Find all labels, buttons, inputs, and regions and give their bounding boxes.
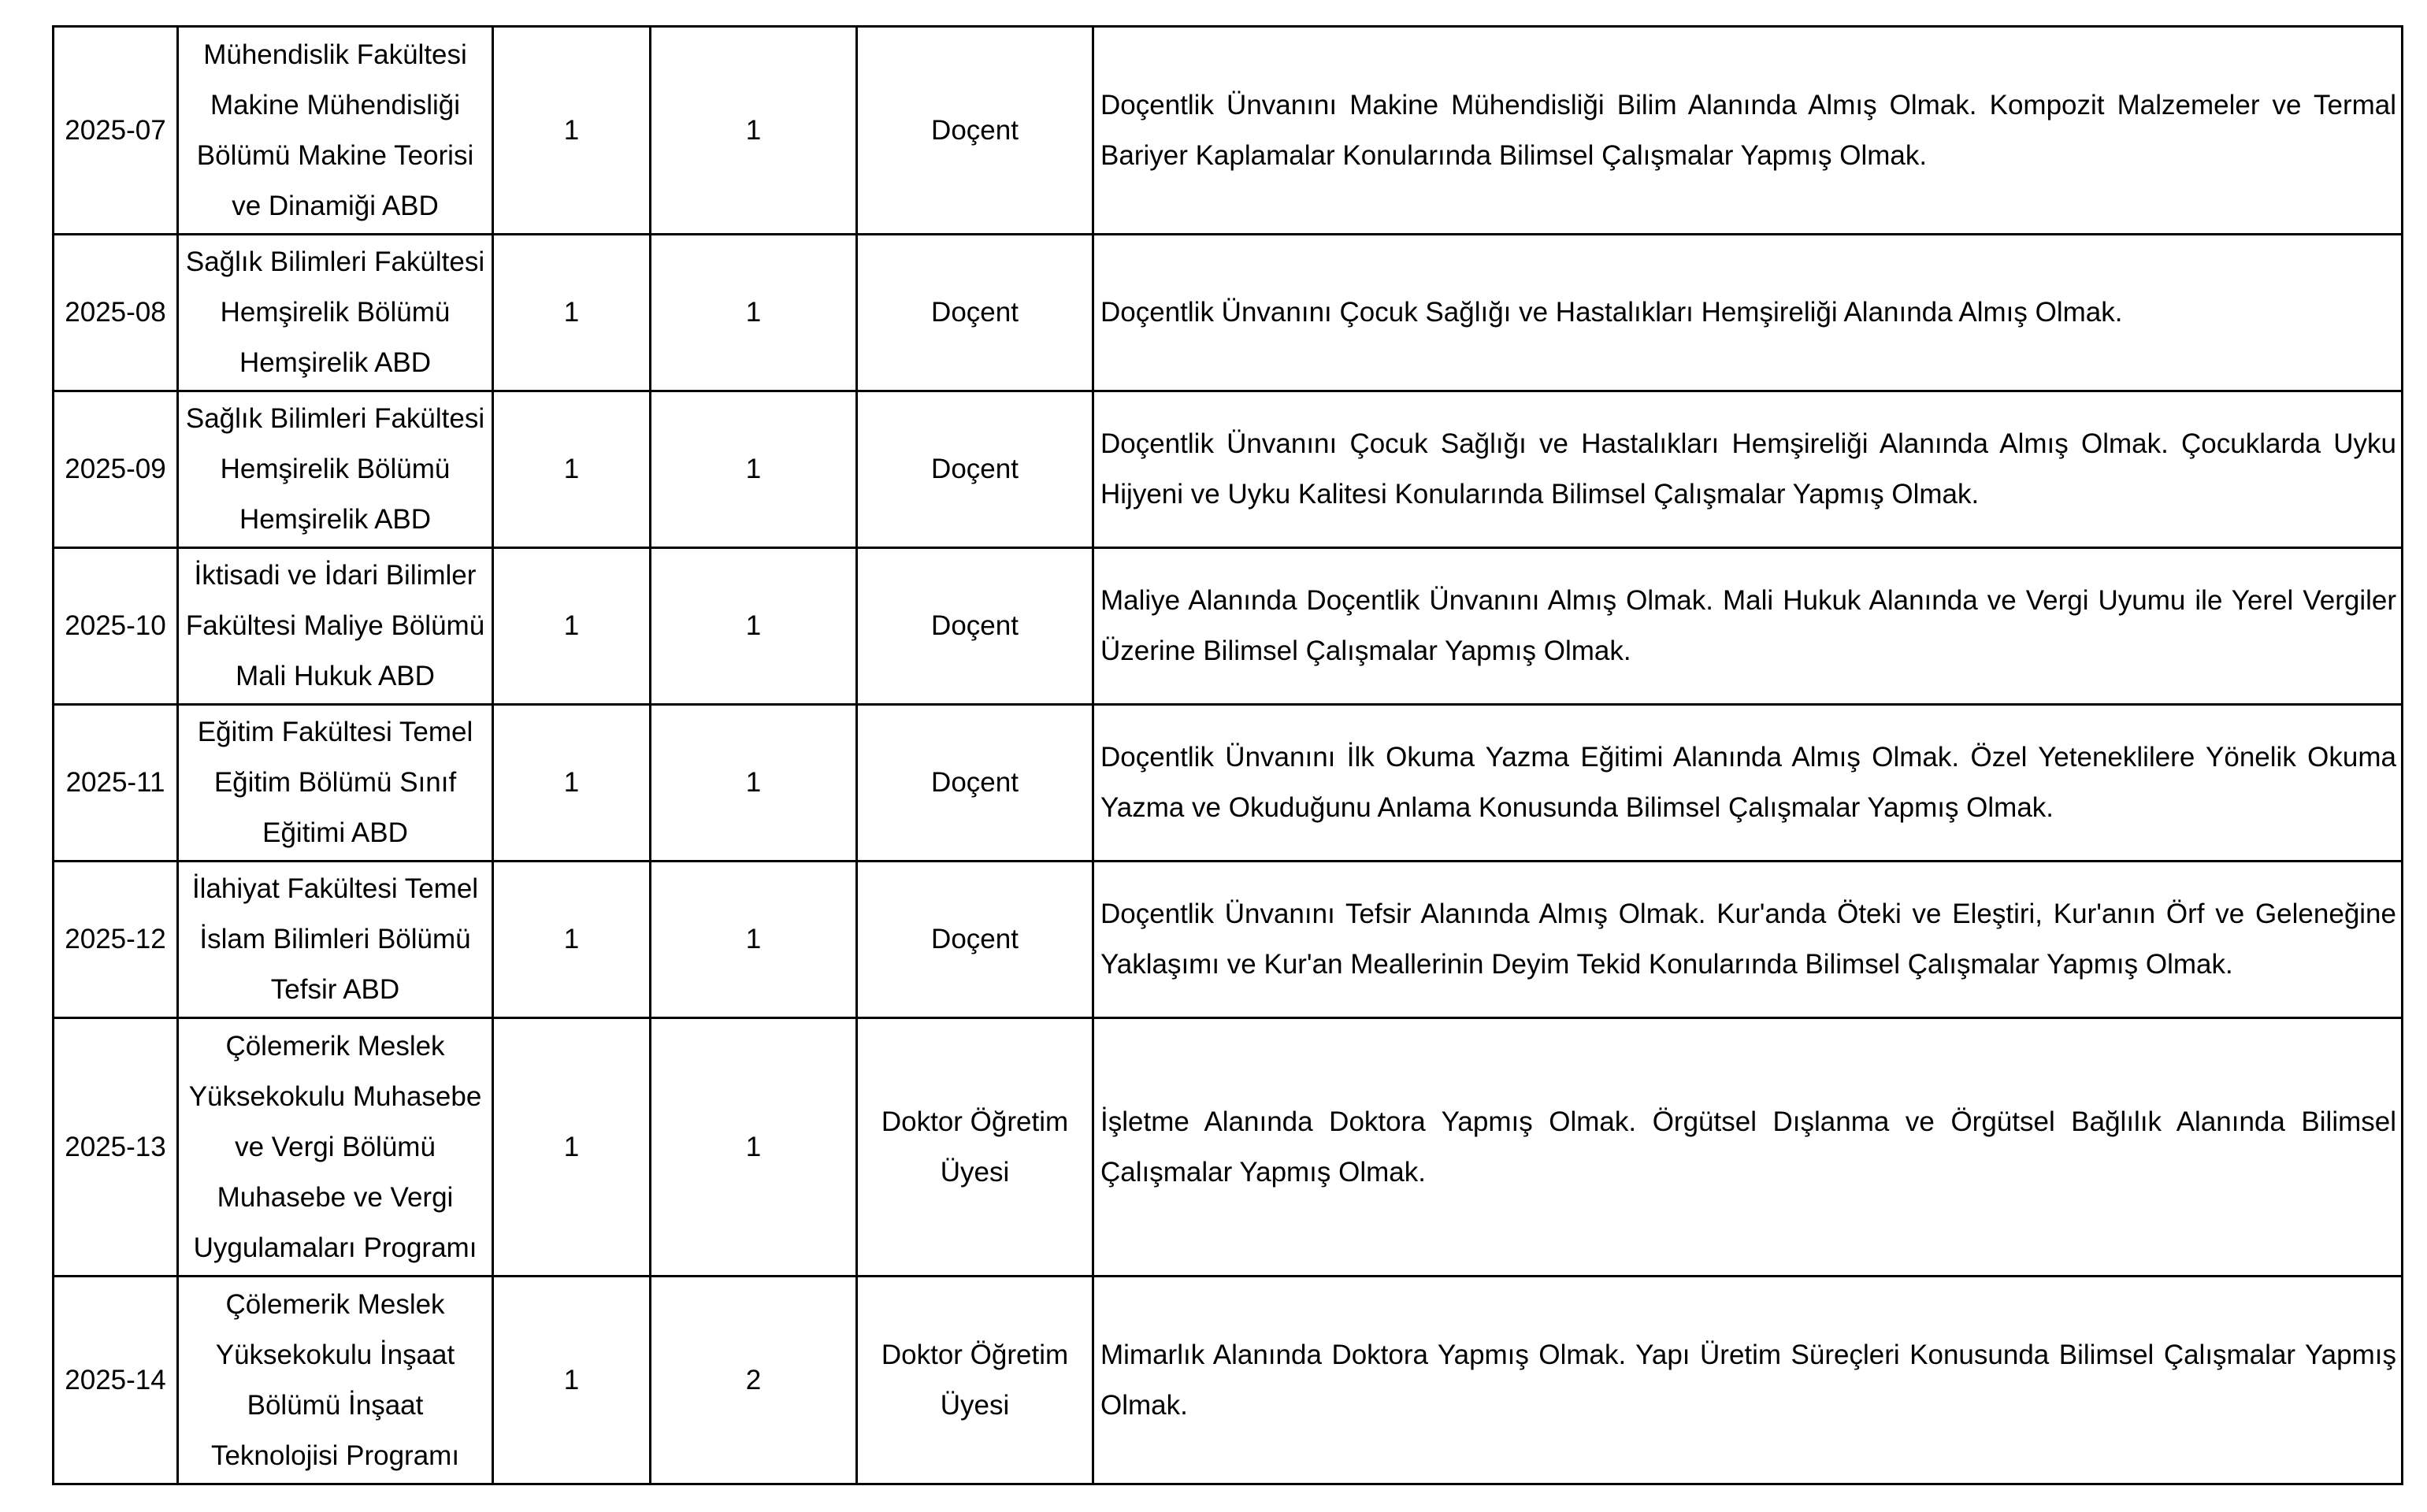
application-conditions: Doçentlik Ünvanını Çocuk Sağlığı ve Hastalıkları Hemşireliği Alanında Almış Olmak. <box>1093 235 2403 391</box>
table-row <box>54 705 2403 862</box>
position-listing-table <box>52 25 2403 1485</box>
ilan-number: 2025-13 <box>54 1018 178 1277</box>
academic-title: Doçent <box>857 548 1093 705</box>
application-conditions: İşletme Alanında Doktora Yapmış Olmak. Örgütsel Dışlanma ve Örgütsel Bağlılık Alanında Bilimsel Çalışmalar Yapmış Olmak. <box>1093 1018 2403 1277</box>
count-value-1: 1 <box>493 391 651 548</box>
count-value-2: 1 <box>651 27 857 235</box>
count-value-2: 2 <box>651 1277 857 1484</box>
count-value-2: 1 <box>651 391 857 548</box>
count-value-1: 1 <box>493 705 651 862</box>
academic-title: Doçent <box>857 862 1093 1018</box>
department-unit: Mühendislik Fakültesi Makine Mühendisliği Bölümü Makine Teorisi ve Dinamiği ABD <box>178 27 493 235</box>
academic-title: Doçent <box>857 705 1093 862</box>
application-conditions: Mimarlık Alanında Doktora Yapmış Olmak. Yapı Üretim Süreçleri Konusunda Bilimsel Çalışmalar Yapmış Olmak. <box>1093 1277 2403 1484</box>
count-value-1: 1 <box>493 862 651 1018</box>
department-unit: İktisadi ve İdari Bilimler Fakültesi Maliye Bölümü Mali Hukuk ABD <box>178 548 493 705</box>
count-value-2: 1 <box>651 548 857 705</box>
academic-title: Doçent <box>857 27 1093 235</box>
count-value-2: 1 <box>651 705 857 862</box>
count-value-1: 1 <box>493 1018 651 1277</box>
department-unit: İlahiyat Fakültesi Temel İslam Bilimleri Bölümü Tefsir ABD <box>178 862 493 1018</box>
table-row <box>54 862 2403 1018</box>
ilan-number: 2025-12 <box>54 862 178 1018</box>
count-value-1: 1 <box>493 27 651 235</box>
table-row <box>54 1018 2403 1277</box>
academic-title: Doktor Öğretim Üyesi <box>857 1018 1093 1277</box>
academic-title: Doçent <box>857 391 1093 548</box>
department-unit: Sağlık Bilimleri Fakültesi Hemşirelik Bölümü Hemşirelik ABD <box>178 235 493 391</box>
ilan-number: 2025-11 <box>54 705 178 862</box>
count-value-2: 1 <box>651 862 857 1018</box>
academic-title: Doçent <box>857 235 1093 391</box>
table-row <box>54 1277 2403 1484</box>
application-conditions: Doçentlik Ünvanını Çocuk Sağlığı ve Hastalıkları Hemşireliği Alanında Almış Olmak. Çocuklarda Uyku Hijyeni ve Uyku Kalitesi Konularında Bilimsel Çalışmalar Yapmış Olmak. <box>1093 391 2403 548</box>
department-unit: Çölemerik Meslek Yüksekokulu Muhasebe ve Vergi Bölümü Muhasebe ve Vergi Uygulamaları Programı <box>178 1018 493 1277</box>
count-value-1: 1 <box>493 548 651 705</box>
department-unit: Eğitim Fakültesi Temel Eğitim Bölümü Sınıf Eğitimi ABD <box>178 705 493 862</box>
ilan-number: 2025-07 <box>54 27 178 235</box>
application-conditions: Doçentlik Ünvanını Tefsir Alanında Almış Olmak. Kur'anda Öteki ve Eleştiri, Kur'anın Örf ve Geleneğine Yaklaşımı ve Kur'an Meallerinin Deyim Tekid Konularında Bilimsel Çalışmalar Yapmış Olmak. <box>1093 862 2403 1018</box>
table-row <box>54 548 2403 705</box>
ilan-number: 2025-10 <box>54 548 178 705</box>
application-conditions: Doçentlik Ünvanını Makine Mühendisliği Bilim Alanında Almış Olmak. Kompozit Malzemeler ve Termal Bariyer Kaplamalar Konularında Bilimsel Çalışmalar Yapmış Olmak. <box>1093 27 2403 235</box>
department-unit: Sağlık Bilimleri Fakültesi Hemşirelik Bölümü Hemşirelik ABD <box>178 391 493 548</box>
count-value-2: 1 <box>651 1018 857 1277</box>
count-value-2: 1 <box>651 235 857 391</box>
table-row <box>54 235 2403 391</box>
ilan-number: 2025-09 <box>54 391 178 548</box>
academic-title: Doktor Öğretim Üyesi <box>857 1277 1093 1484</box>
department-unit: Çölemerik Meslek Yüksekokulu İnşaat Bölümü İnşaat Teknolojisi Programı <box>178 1277 493 1484</box>
application-conditions: Doçentlik Ünvanını İlk Okuma Yazma Eğitimi Alanında Almış Olmak. Özel Yeteneklilere Yönelik Okuma Yazma ve Okuduğunu Anlama Konusunda Bilimsel Çalışmalar Yapmış Olmak. <box>1093 705 2403 862</box>
count-value-1: 1 <box>493 235 651 391</box>
table-row <box>54 391 2403 548</box>
application-conditions: Maliye Alanında Doçentlik Ünvanını Almış Olmak. Mali Hukuk Alanında ve Vergi Uyumu ile Yerel Vergiler Üzerine Bilimsel Çalışmalar Yapmış Olmak. <box>1093 548 2403 705</box>
ilan-number: 2025-08 <box>54 235 178 391</box>
ilan-number: 2025-14 <box>54 1277 178 1484</box>
count-value-1: 1 <box>493 1277 651 1484</box>
table-row <box>54 27 2403 235</box>
